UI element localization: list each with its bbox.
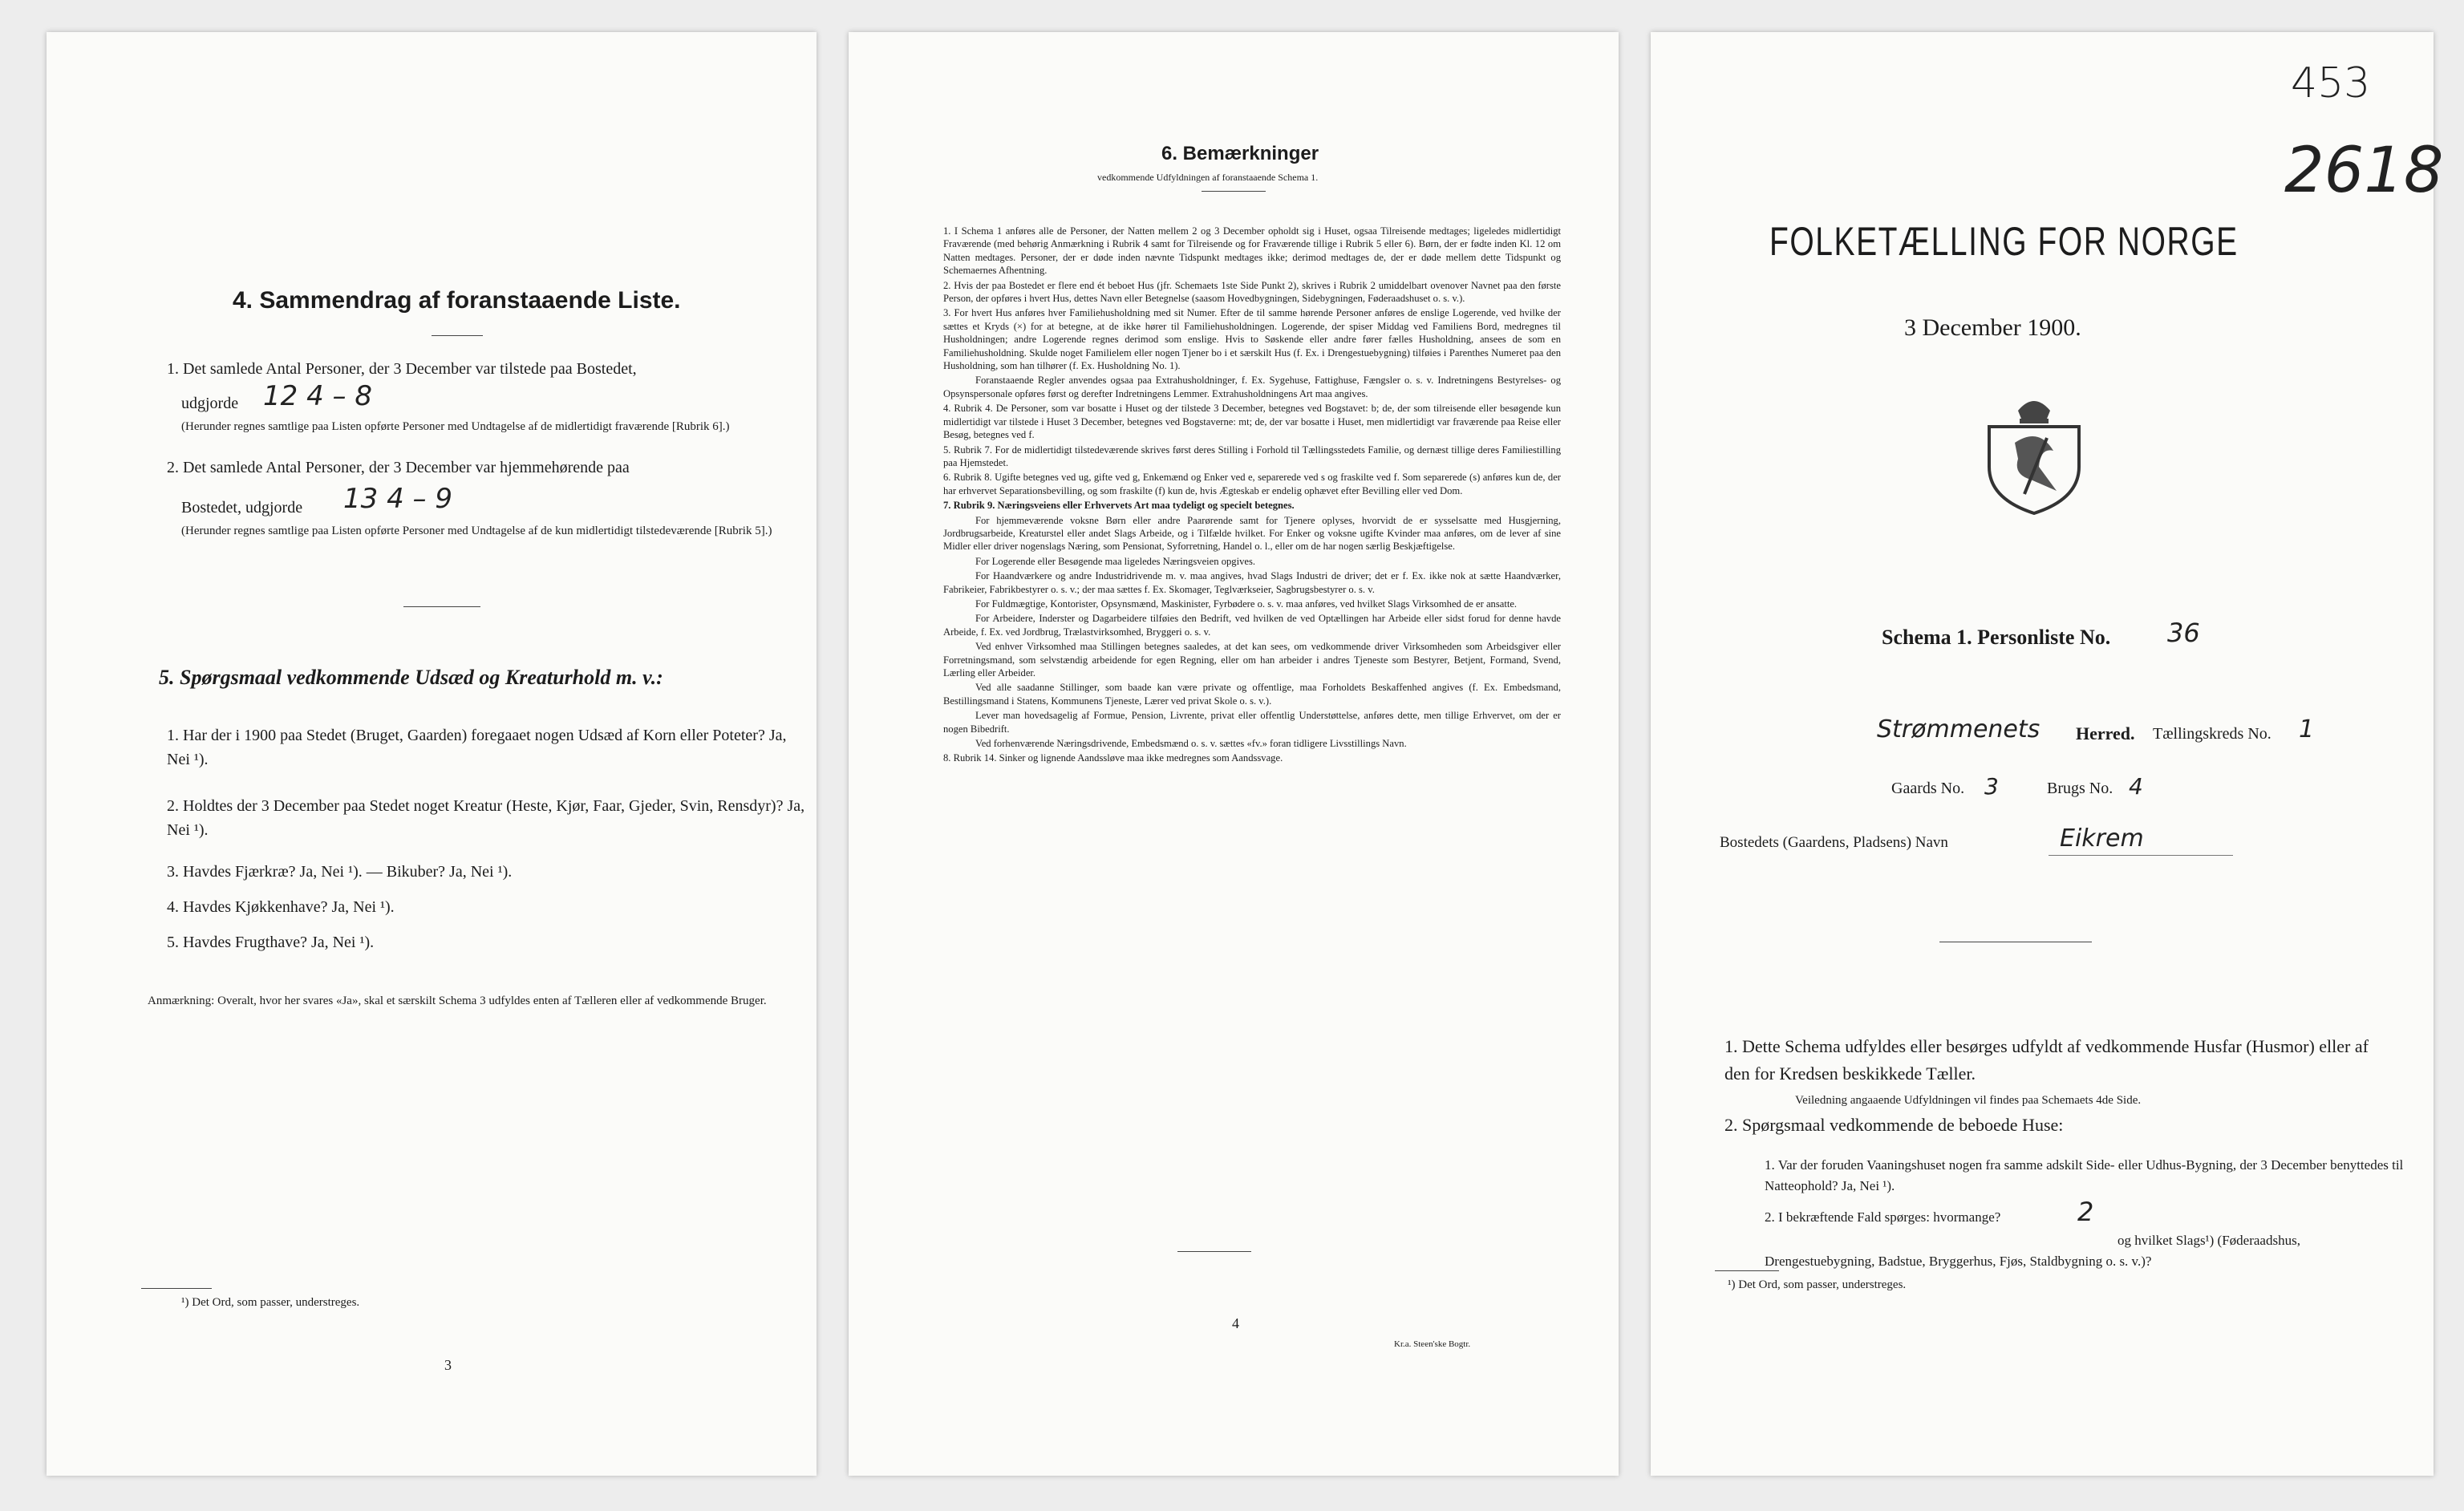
gaards-value: 3	[1984, 773, 1999, 800]
archive-number-large: 2618	[2284, 135, 2444, 207]
printer-imprint: Kr.a. Steen'ske Bogtr.	[1394, 1339, 1471, 1349]
kreds-value: 1	[2299, 715, 2315, 743]
page-1	[1651, 32, 2444, 1476]
footnote-rule	[141, 1288, 212, 1289]
page-number: 4	[1232, 1315, 1239, 1331]
kreds-label: Tællingskreds No.	[2153, 725, 2272, 743]
remark-7h: Lever man hovedsagelig af Formue, Pension, Livrente, privat eller offentlig Understøttelse, anføres dette, men tillige Erhvervet, om der er nogen Bibedrift.	[943, 710, 1561, 735]
item1-note: (Herunder regnes samtlige paa Listen opførte Personer med Undtagelse af de midlertidigt fraværende [Rubrik 6].)	[181, 420, 730, 433]
question-4: 4. Havdes Kjøkkenhave? Ja, Nei ¹).	[167, 898, 395, 916]
divider-2	[1177, 1251, 1251, 1252]
remark-3b: Foranstaaende Regler anvendes ogsaa paa Extrahusholdninger, f. Ex. Sygehuse, Fattighuse, Fængsler o. s. v. Indretningens Bestyrelses- og Opsynspersonale opføres først og derefter Indretningens Lemmer. Extrahusholdningens Art maa angives.	[943, 375, 1561, 399]
page-3	[47, 32, 817, 1476]
remark-7b: For Logerende eller Besøgende maa ligeledes Næringsveien opgives.	[975, 555, 1256, 567]
instruction-2-q2-a: 2. I bekræftende Fald spørges: hvormange?	[1765, 1209, 2001, 1225]
item1-udgjorde: udgjorde	[181, 395, 239, 412]
remark-7d: For Fuldmægtige, Kontorister, Opsynsmænd, Maskinister, Fyrbødere o. s. v. maa anføres, ved hvilket Slags Virksomhed de er ansatte.	[975, 598, 1518, 610]
instruction-2-q2-value: 2	[2077, 1197, 2094, 1227]
question-2: 2. Holdtes der 3 December paa Stedet noget Kreatur (Heste, Kjør, Faar, Gjeder, Svin, Rensdyr)? Ja, Nei ¹).	[167, 797, 805, 839]
instruction-2-q2-b: og hvilket Slags¹) (Føderaadshus, Drengestuebygning, Badstue, Bryggerhus, Fjøs, Staldbygning o. s. v.)?	[1765, 1233, 2300, 1269]
divider-1	[403, 606, 480, 607]
item2-bostedet: Bostedet, udgjorde	[181, 499, 303, 516]
main-title: FOLKETÆLLING FOR NORGE	[1769, 219, 2239, 264]
footnote: ¹) Det Ord, som passer, understreges.	[1728, 1278, 1907, 1291]
remark-7e: For Arbeidere, Inderster og Dagarbeidere tilføies den Bedrift, ved hvilken de ved Optællingen har Arbeide eller sidst forud for denne havde Arbeide, f. Ex. ved Jordbrug, Trælastvirksomhed, Bryggeri o. s. v.	[943, 613, 1561, 638]
instruction-1: 1. Dette Schema udfyldes eller besørges udfyldt af vedkommende Husfar (Husmor) eller af den for Kredsen beskikkede Tæller.	[1724, 1036, 2369, 1084]
schema-label: Schema 1. Personliste No.	[1882, 626, 2111, 649]
herred-label: Herred.	[2076, 723, 2135, 743]
instruction-2-q1: 1. Var der foruden Vaaningshuset nogen fra samme adskilt Side- eller Udhus-Bygning, der 3 December benyttedes til Natteophold? Ja, Nei ¹).	[1765, 1157, 2404, 1193]
remarks-body	[943, 225, 1561, 765]
schema-number: 36	[2167, 618, 2200, 648]
item2-note: (Herunder regnes samtlige paa Listen opførte Personer med Undtagelse af de kun midlertidigt tilstedeværende [Rubrik 5].)	[181, 525, 772, 537]
remark-7a: For hjemmeværende voksne Børn eller andre Paarørende samt for Tjenere oplyses, hvorvidt de er sysselsatte med Husgjerning, Jordbrugsarbeide, Kreaturstel eller andet Slags Arbeide, og i Tilfælde hvilket. For Enker og voksne ugifte Kvinder maa anføres, om de lever af sine Midler eller driver nogenslags Næring, som Pensionat, Syforretning, Handel o. l., eller om de har nogen særlig Beskjæftigelse.	[943, 514, 1561, 553]
item1-value: 12 4 – 8	[263, 380, 372, 412]
remark-5: 5. Rubrik 7. For de midlertidigt tilstedeværende skrives først deres Stilling i Forhold til Tællingsstedets Familie, og dernæst tillige deres Familiestilling paa Hjemstedet.	[943, 444, 1561, 468]
bosted-underline	[2049, 855, 2233, 856]
anmaerkning: Anmærkning: Overalt, hvor her svares «Ja», skal et særskilt Schema 3 udfyldes enten af Tælleren eller af vedkommende Bruger.	[148, 995, 767, 1007]
footnote-rule	[1715, 1270, 1779, 1271]
remark-7i: Ved forhenværende Næringsdrivende, Embedsmænd o. s. v. sættes «fv.» foran tidligere Livsstillings Navn.	[975, 738, 1407, 750]
instruction-1-sub: Veiledning angaaende Udfyldningen vil findes paa Schemaets 4de Side.	[1795, 1094, 2142, 1107]
remark-1: 1. I Schema 1 anføres alle de Personer, der Natten mellem 2 og 3 December opholdt sig i Huset, ogsaa Tilreisende medtages; ligeledes midlertidigt Fraværende (med behørig Anmærkning i Rubrik 4 samt for Tilreisende og for Fraværende tillige i Rubrik 5 eller 6). Børn, der er fødte inden Kl. 12 om Natten medtages. Personer, der er døde inden nævnte Tidspunkt medtages ikke; derimod medtages de, der er døde mellem dette Tidspunkt og Schemaernes Afhentning.	[943, 225, 1561, 277]
remark-3: 3. For hvert Hus anføres hver Familiehusholdning med sit Numer. Efter de til samme hørende Personer anføres de enslige Logerende, ved hvilke der sættes et Kryds (×) for at betegne, at de ikke hører til Familiehusholdningen. Logerende, der spiser Middag ved Familiens Bord, medregnes til Husholdningen; andre Logerende regnes derimod som enslige. Hvis to Søskende eller andre fører fælles Husholdning, ansees de som en Familiehusholdning. Skulde noget Familielem eller nogen Tjener bo i et særskilt Hus (f. Ex. i Drengestuebygning) tilføies i Parenthes Numeret paa den Husholdning, som han tilhører (f. Ex. Husholdning No. 1).	[943, 307, 1561, 372]
herred-value: Strømmenets	[1877, 715, 2040, 743]
section4-title: 4. Sammendrag af foranstaaende Liste.	[233, 287, 681, 314]
item1-text: 1. Det samlede Antal Personer, der 3 December var tilstede paa Bostedet,	[167, 360, 637, 378]
remark-2: 2. Hvis der paa Bostedet er flere end ét beboet Hus (jfr. Schemaets 1ste Side Punkt 2), skrives i Rubrik 2 umiddelbart ovenover Navnet paa den første Person, der opføres i hvert Hus, dettes Navn eller Betegnelse (saasom Hovedbygningen, Sidebygningen, Føderaadshuset o. s. v.).	[943, 279, 1561, 305]
remark-7f: Ved enhver Virksomhed maa Stillingen betegnes saaledes, at det kan sees, om vedkommende driver Virksomheden som Arbeidsgiver eller Forretningsmand, som selvstændig arbeidende for egen Regning, eller om han arbeider i andres Tjeneste som Bestyrer, Betjent, Formand, Svend, Lærling eller Arbeider.	[943, 641, 1561, 679]
brugs-label: Brugs No.	[2047, 780, 2113, 797]
footnote: ¹) Det Ord, som passer, understreges.	[181, 1296, 360, 1309]
remark-8: 8. Rubrik 14. Sinker og lignende Aandssløve maa ikke medregnes som Aandssvage.	[943, 752, 1283, 764]
section4-rule	[432, 335, 483, 336]
norway-coat-of-arms-icon	[1983, 395, 2085, 515]
remark-6: 6. Rubrik 8. Ugifte betegnes ved ug, gifte ved g, Enkemænd og Enker ved e, separerede ved s og fraskilte ved f. Som separerede (s) anføres kun de, der har erhvervet Separationsbevilling, og som fraskilte (f) kun de, hvis Ægteskab er endelig ophævet efter Bevilling eller ved Dom.	[943, 472, 1561, 496]
item2-value: 13 4 – 9	[343, 483, 452, 515]
gaards-label: Gaards No.	[1891, 780, 1965, 797]
section5-title: 5. Spørgsmaal vedkommende Udsæd og Kreaturhold m. v.:	[159, 666, 663, 689]
remarks-rule	[1202, 191, 1266, 192]
remarks-subtitle: vedkommende Udfyldningen af foranstaaende Schema 1.	[1097, 172, 1319, 183]
instruction-2: 2. Spørgsmaal vedkommende de beboede Huse:	[1724, 1115, 2064, 1135]
census-date: 3 December 1900.	[1904, 314, 2081, 341]
brugs-value: 4	[2129, 773, 2143, 800]
remark-7c: For Haandværkere og andre Industridrivende m. v. maa angives, hvad Slags Industri de driver; det er f. Ex. ikke nok at sætte Haandværker, Fabrikeier, Fabrikbestyrer o. s. v.; der maa sættes f. Ex. Skomager, Teglværkseier, Sagbrugsbestyrer o. s. v.	[943, 570, 1561, 595]
page-number: 3	[444, 1357, 452, 1373]
remark-7: 7. Rubrik 9. Næringsveiens eller Erhvervets Art maa tydeligt og specielt betegnes.	[943, 500, 1295, 512]
question-5: 5. Havdes Frugthave? Ja, Nei ¹).	[167, 934, 375, 951]
remark-4: 4. Rubrik 4. De Personer, som var bosatte i Huset og der tilstede 3 December, betegnes ved Bogstavet: b; de, der som tilreisende eller besøgende kun midlertidigt var tilstede i Huset 3 December, betegnes ved Bogstaverne: mt; de, der var bosatte i Huset, men midlertidigt var fraværende paa Reise eller Besøg, betegnes ved f.	[943, 403, 1561, 441]
question-3: 3. Havdes Fjærkræ? Ja, Nei ¹). — Bikuber? Ja, Nei ¹).	[167, 863, 513, 881]
page-4	[849, 32, 1619, 1476]
remark-7g: Ved alle saadanne Stillinger, som baade kan være private og offentlige, maa Forholdets Beskaffenhed angives (f. Ex. Embedsmand, Bestillingsmand i Statens, Kommunens Tjeneste, Lærer ved privat Skole o. s. v.).	[943, 682, 1561, 707]
bosted-label: Bostedets (Gaardens, Pladsens) Navn	[1720, 834, 1948, 851]
archive-number-top: 453	[2291, 59, 2371, 107]
remarks-title: 6. Bemærkninger	[1161, 143, 1319, 164]
bosted-value: Eikrem	[2060, 824, 2144, 853]
item2-text: 2. Det samlede Antal Personer, der 3 December var hjemmehørende paa	[167, 459, 630, 476]
question-1: 1. Har der i 1900 paa Stedet (Bruget, Gaarden) foregaaet nogen Udsæd af Korn eller Poteter? Ja, Nei ¹).	[167, 727, 787, 768]
